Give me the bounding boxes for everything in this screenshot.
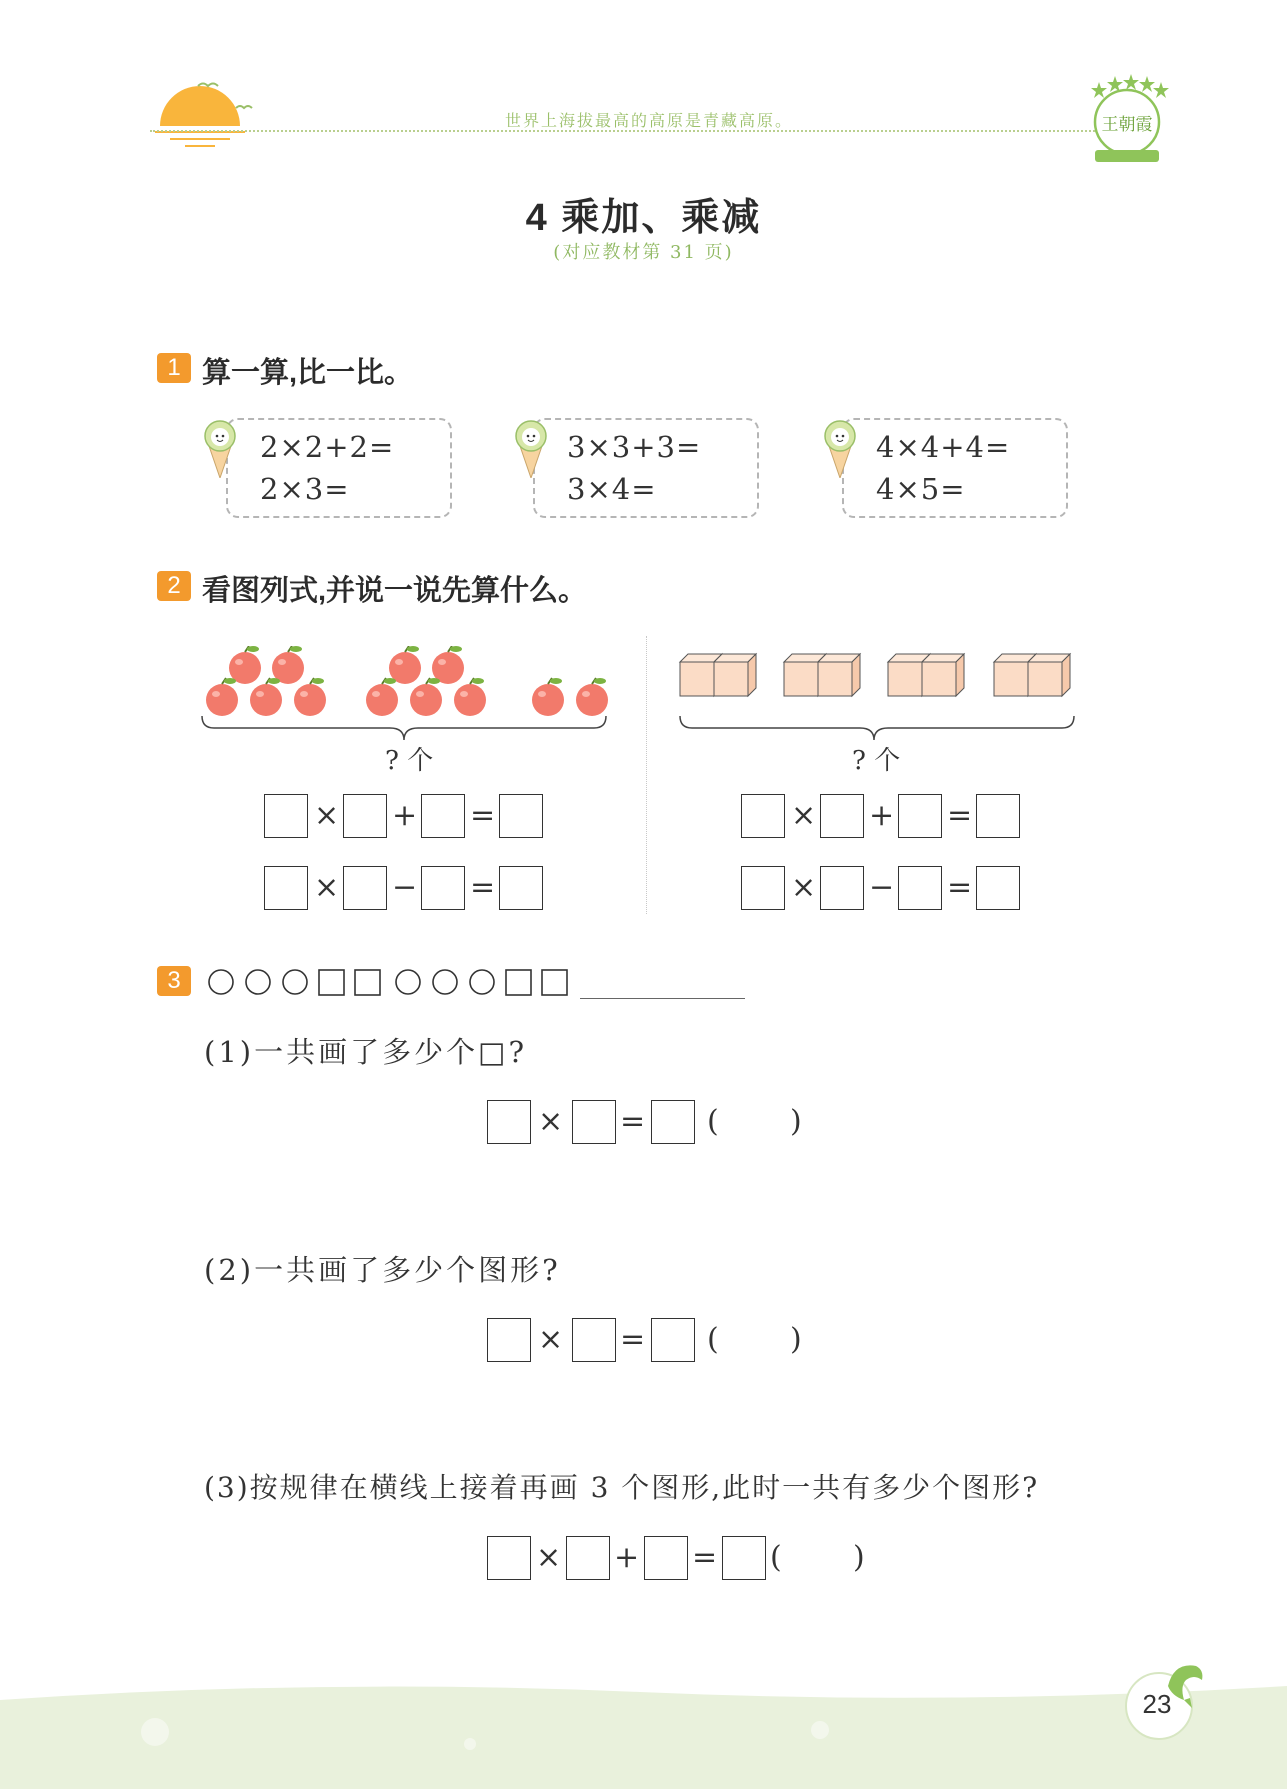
answer-box[interactable] (343, 794, 387, 838)
q2-instruction: 看图列式,并说一说先算什么。 (202, 575, 588, 607)
answer-box[interactable] (572, 1318, 616, 1362)
circle-shape (470, 970, 494, 994)
calc-line: 3×4= (567, 472, 657, 506)
apple-icon (576, 678, 608, 716)
dolphin-icon (1160, 1656, 1208, 1712)
apples-total-question: ? 个 (385, 746, 434, 776)
times-sign: × (538, 1104, 564, 1139)
minus-sign: − (869, 870, 895, 905)
answer-box[interactable] (651, 1100, 695, 1144)
unit-answer-slot[interactable] (722, 1318, 786, 1362)
q3-number-badge: 3 (157, 966, 191, 996)
equals-sign: = (692, 1540, 718, 1575)
q1-instruction: 算一算,比一比。 (202, 357, 414, 389)
equals-sign: = (620, 1322, 646, 1357)
answer-box[interactable] (651, 1318, 695, 1362)
boxes-total-question: ? 个 (852, 746, 901, 776)
calc-line: 4×4+4= (876, 430, 1011, 464)
apple-icon (250, 678, 282, 716)
equals-sign: = (947, 870, 973, 905)
equals-sign: = (470, 798, 496, 833)
apple-icon (454, 678, 486, 716)
times-sign: × (791, 870, 817, 905)
square-shape (355, 970, 380, 995)
times-sign: × (314, 798, 340, 833)
q3-sub2-prompt: (2)一共画了多少个图形? (204, 1253, 561, 1287)
ice-cream-mascot-icon (821, 416, 859, 478)
brand-logo-icon (1085, 74, 1170, 166)
brand-logo-text: 王朝霞 (1101, 115, 1153, 135)
box-group-2 (784, 654, 860, 696)
box-group-3 (888, 654, 964, 696)
minus-sign: − (392, 870, 418, 905)
answer-box[interactable] (898, 794, 942, 838)
circle-shape (283, 970, 307, 994)
answer-box[interactable] (644, 1536, 688, 1580)
calc-line: 3×3+3= (567, 430, 702, 464)
unit-paren-close: ) (790, 1322, 802, 1357)
equals-sign: = (620, 1104, 646, 1139)
calc-bubble-3 (842, 418, 1068, 518)
box-group-1 (680, 654, 756, 696)
page-title: 4 乘加、乘减 (525, 197, 762, 239)
answer-box[interactable] (820, 794, 864, 838)
sunset-icon (150, 74, 260, 154)
page-subtitle: (对应教材第 31 页) (553, 242, 734, 263)
ice-cream-mascot-icon (512, 416, 550, 478)
answer-box[interactable] (976, 866, 1020, 910)
q3-sub1-prompt: (1)一共画了多少个□? (204, 1035, 528, 1069)
brace (680, 716, 1074, 740)
plus-sign: + (392, 798, 418, 833)
answer-box[interactable] (741, 866, 785, 910)
answer-box[interactable] (421, 794, 465, 838)
answer-box[interactable] (572, 1100, 616, 1144)
calc-bubble-1 (226, 418, 452, 518)
apple-icon (366, 678, 398, 716)
answer-box[interactable] (741, 794, 785, 838)
brace (202, 716, 606, 740)
answer-box[interactable] (343, 866, 387, 910)
answer-box[interactable] (487, 1318, 531, 1362)
answer-box[interactable] (722, 1536, 766, 1580)
answer-box[interactable] (264, 866, 308, 910)
box-group-4 (994, 654, 1070, 696)
unit-answer-slot[interactable] (785, 1536, 849, 1580)
q1-number-badge: 1 (157, 353, 191, 383)
unit-answer-slot[interactable] (722, 1100, 786, 1144)
answer-box[interactable] (487, 1536, 531, 1580)
apple-icon (389, 646, 421, 684)
answer-box[interactable] (820, 866, 864, 910)
boxes-illustration (676, 650, 1086, 746)
unit-paren-close: ) (853, 1540, 865, 1575)
equals-sign: = (470, 870, 496, 905)
apple-icon (432, 646, 464, 684)
answer-box[interactable] (976, 794, 1020, 838)
apple-icon (272, 646, 304, 684)
calc-line: 2×2+2= (260, 430, 395, 464)
unit-paren-open: ( (707, 1104, 719, 1139)
apple-icon (294, 678, 326, 716)
apple-icon (229, 646, 261, 684)
answer-box[interactable] (898, 866, 942, 910)
header-motto: 世界上海拔最高的高原是青藏高原。 (505, 111, 794, 130)
answer-box[interactable] (487, 1100, 531, 1144)
calc-line: 4×5= (876, 472, 966, 506)
drawing-answer-line[interactable] (580, 998, 745, 999)
apple-icon (532, 678, 564, 716)
column-divider (646, 636, 647, 914)
unit-paren-close: ) (790, 1104, 802, 1139)
times-sign: × (791, 798, 817, 833)
q2-number-badge: 2 (157, 571, 191, 601)
answer-box[interactable] (566, 1536, 610, 1580)
q3-sub3-prompt: (3)按规律在横线上接着再画 3 个图形,此时一共有多少个图形? (204, 1471, 1040, 1504)
unit-paren-open: ( (707, 1322, 719, 1357)
apples-illustration (198, 646, 618, 746)
page-number: 23 (1142, 1689, 1172, 1719)
calc-line: 2×3= (260, 472, 350, 506)
unit-paren-open: ( (770, 1540, 782, 1575)
circle-shape (433, 970, 457, 994)
square-shape (506, 970, 531, 995)
circle-shape (246, 970, 270, 994)
plus-sign: + (614, 1540, 640, 1575)
answer-box[interactable] (499, 866, 543, 910)
apple-icon (206, 678, 238, 716)
ice-cream-mascot-icon (201, 416, 239, 478)
apple-icon (410, 678, 442, 716)
shape-sequence (205, 966, 580, 1000)
times-sign: × (538, 1322, 564, 1357)
answer-box[interactable] (499, 794, 543, 838)
circle-shape (396, 970, 420, 994)
square-shape (319, 970, 344, 995)
equals-sign: = (947, 798, 973, 833)
answer-box[interactable] (264, 794, 308, 838)
times-sign: × (536, 1540, 562, 1575)
times-sign: × (314, 870, 340, 905)
footer-wave (0, 1660, 1287, 1789)
plus-sign: + (869, 798, 895, 833)
answer-box[interactable] (421, 866, 465, 910)
circle-shape (209, 970, 233, 994)
calc-bubble-2 (533, 418, 759, 518)
square-shape (542, 970, 567, 995)
